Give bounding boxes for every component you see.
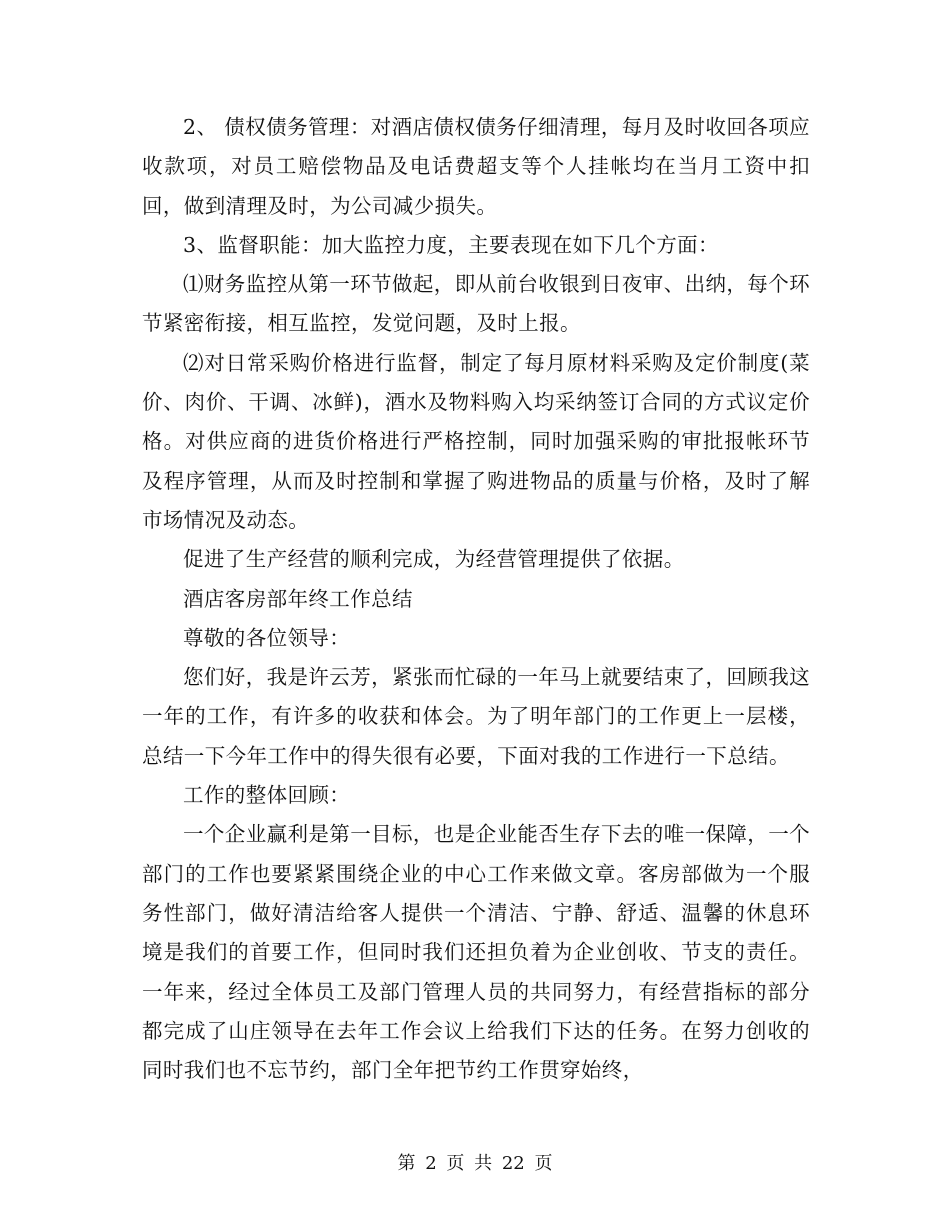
paragraph-debt-management: 2、 债权债务管理：对酒店债权债务仔细清理，每月及时收回各项应收款项，对员工赔偿物品及电话费超支等个人挂帐均在当月工资中扣回，做到清理及时，为公司减少损失。: [142, 115, 810, 218]
paragraph-conclusion: 促进了生产经营的顺利完成，为经营管理提供了依据。: [183, 547, 685, 572]
document-body: [142, 108, 810, 1090]
page-number-footer: 第 2 页 共 22 页: [397, 1153, 553, 1174]
salutation: 尊敬的各位领导：: [183, 625, 351, 650]
paragraph-introduction: 您们好，我是许云芳，紧张而忙碌的一年马上就要结束了，回顾我这一年的工作，有许多的收获和体会。为了明年部门的工作更上一层楼，总结一下今年工作中的得失很有必要，下面对我的工作进行一下总结。: [142, 665, 810, 768]
paragraph-purchase-price: ⑵对日常采购价格进行监督，制定了每月原材料采购及定价制度(菜价、肉价、干调、冰鲜)，酒水及物料购入均采纳签订合同的方式议定价格。对供应商的进货价格进行严格控制，同时加强采购的审批报帐环节及程序管理，从而及时控制和掌握了购进物品的质量与价格，及时了解市场情况及动态。: [142, 350, 810, 532]
section-title: 酒店客房部年终工作总结: [183, 586, 413, 611]
paragraph-overall-review: 一个企业赢利是第一目标，也是企业能否生存下去的唯一保障，一个部门的工作也要紧紧围绕企业的中心工作来做文章。客房部做为一个服务性部门，做好清洁给客人提供一个清洁、宁静、舒适、温馨的休息环境是我们的首要工作，但同时我们还担负着为企业创收、节支的责任。一年来，经过全体员工及部门管理人员的共同努力，有经营指标的部分都完成了山庄领导在去年工作会议上给我们下达的任务。在努力创收的同时我们也不忘节约，部门全年把节约工作贯穿始终，: [142, 822, 810, 1083]
subheading-overall-review: 工作的整体回顾：: [183, 783, 351, 808]
paragraph-financial-monitoring: ⑴财务监控从第一环节做起，即从前台收银到日夜审、出纳，每个环节紧密衔接，相互监控，发觉问题，及时上报。: [142, 272, 810, 336]
paragraph-supervision: 3、监督职能：加大监控力度，主要表现在如下几个方面：: [183, 232, 719, 257]
